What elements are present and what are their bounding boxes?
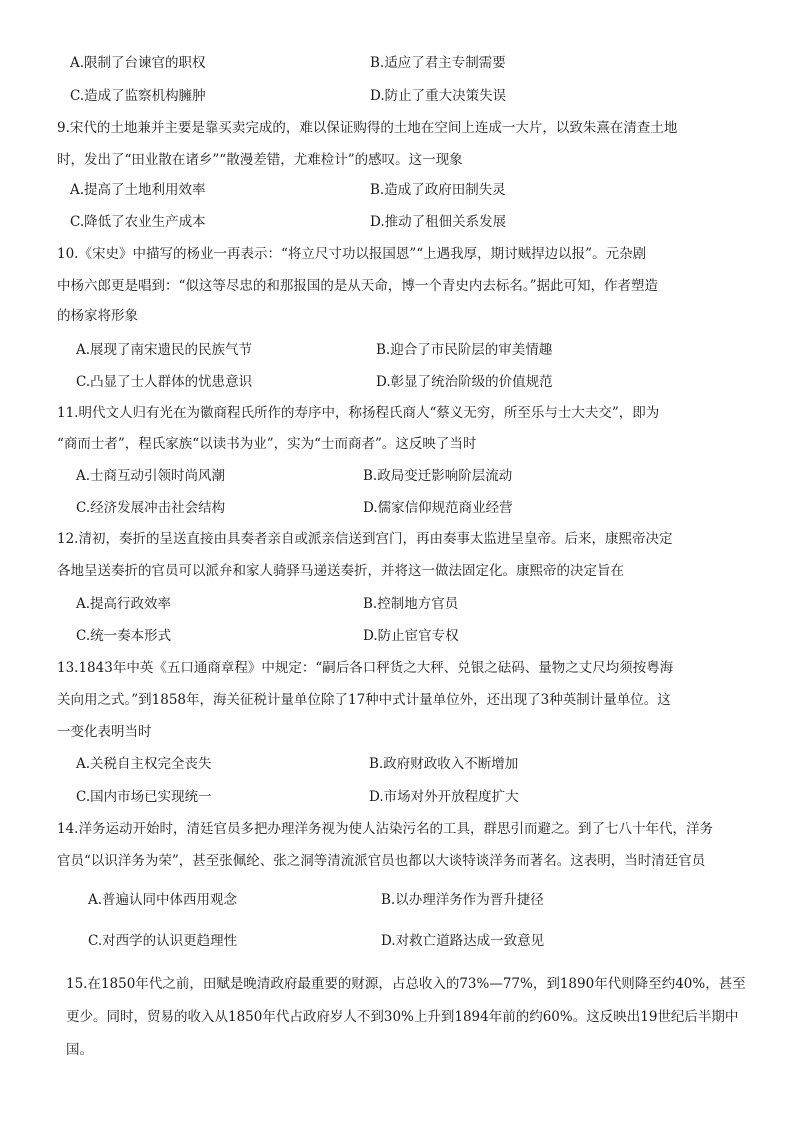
q13-stem-line-2: 关向用之式。”到1858年，海关征税计量单位除了17种中式计量单位外，还出现了3种英制计量单位。这 <box>57 692 671 708</box>
q14-option-c: C.对西学的认识更趋理性 <box>88 933 238 949</box>
q11-option-d: D.儒家信仰规范商业经营 <box>363 500 513 516</box>
q13-option-a: A.关税自主权完全丧失 <box>76 756 212 772</box>
q10-option-c: C.凸显了士人群体的忧患意识 <box>76 374 253 390</box>
q9-stem-line-1: 9.宋代的土地兼并主要是靠买卖完成的，难以保证购得的土地在空间上连成一大片，以致朱熹在清查土地 <box>57 120 678 136</box>
q14-option-b: B.以办理洋务作为晋升捷径 <box>381 892 544 908</box>
q12-stem-line-1: 12.清初，奏折的呈送直接由具奏者亲自或派亲信送到宫门，再由奏事太监进呈皇帝。后来，康熙帝决定 <box>57 531 673 547</box>
q12-option-c: C.统一奏本形式 <box>76 628 172 644</box>
q12-option-a: A.提高行政效率 <box>76 596 172 612</box>
q8-option-c: C.造成了监察机构臃肿 <box>70 88 206 104</box>
q14-option-a: A.普遍认同中体西用观念 <box>88 892 238 908</box>
q9-option-a: A.提高了土地利用效率 <box>70 182 206 198</box>
q11-stem-line-1: 11.明代文人归有光在为徽商程氏所作的寿序中，称扬程氏商人“蔡义无穷，所至乐与士大夫交”，即为 <box>57 405 660 421</box>
q12-option-b: B.控制地方官员 <box>363 596 459 612</box>
q9-stem-line-2: 时，发出了“田业散在诸乡”“散漫差错，尤难检计”的感叹。这一现象 <box>57 152 463 168</box>
q12-stem-line-2: 各地呈送奏折的官员可以派弁和家人骑驿马递送奏折，并将这一做法固定化。康熙帝的决定旨在 <box>57 563 624 579</box>
q11-option-c: C.经济发展冲击社会结构 <box>76 500 226 516</box>
q11-option-b: B.政局变迁影响阶层流动 <box>363 468 513 484</box>
q8-option-d: D.防止了重大决策失误 <box>370 88 507 104</box>
q9-option-b: B.造成了政府田制失灵 <box>370 182 506 198</box>
q9-option-c: C.降低了农业生产成本 <box>70 214 206 230</box>
q13-option-c: C.国内市场已实现统一 <box>76 789 212 805</box>
q15-stem-line-1: 15.在1850年代之前，田赋是晚清政府最重要的财源，占总收入的73%—77%，到1890年代则降至约40%，甚至 <box>66 976 746 992</box>
q12-option-d: D.防止宦官专权 <box>363 628 459 644</box>
q15-stem-line-3: 国。 <box>66 1042 93 1058</box>
q11-option-a: A.士商互动引领时尚风潮 <box>76 468 226 484</box>
q13-option-b: B.政府财政收入不断增加 <box>369 756 519 772</box>
q14-stem-line-1: 14.洋务运动开始时，清廷官员多把办理洋务视为使人沾染污名的工具，群思引而避之。到了七八十年代，洋务 <box>57 821 713 837</box>
q10-option-a: A.展现了南宋遗民的民族气节 <box>76 342 253 358</box>
q8-option-b: B.适应了君主专制需要 <box>370 55 506 71</box>
q13-stem-line-1: 13.1843年中英《五口通商章程》中规定：“嗣后各口秤货之大秤、兑银之砝码、量物之丈尺均须按粤海 <box>57 660 674 676</box>
q8-option-a: A.限制了台谏官的职权 <box>70 55 206 71</box>
q10-option-d: D.彰显了统治阶级的价值规范 <box>376 374 553 390</box>
q10-stem-line-2: 中杨六郎更是唱到：“似这等尽忠的和那报国的是从天命，博一个青史内去标名。”据此可知，作者塑造 <box>57 278 659 294</box>
q9-option-d: D.推动了租佃关系发展 <box>370 214 507 230</box>
q14-stem-line-2: 官员“以识洋务为荣”，甚至张佩纶、张之洞等清流派官员也都以大谈特谈洋务而著名。这表明，当时清廷官员 <box>57 853 706 869</box>
q10-stem-line-3: 的杨家将形象 <box>57 308 138 324</box>
q10-option-b: B.迎合了市民阶层的审美情趣 <box>376 342 553 358</box>
q10-stem-line-1: 10.《宋史》中描写的杨业一再表示：“将立尺寸功以报国恩”“上遇我厚，期讨贼捍边以报”。元杂剧 <box>57 246 647 262</box>
q14-option-d: D.对救亡道路达成一致意见 <box>381 933 545 949</box>
q13-stem-line-3: 一变化表明当时 <box>57 724 152 740</box>
q15-stem-line-2: 更少。同时，贸易的收入从1850年代占政府岁人不到30%上升到1894年前的约60%。这反映出19世纪后半期中 <box>66 1009 739 1025</box>
q13-option-d: D.市场对外开放程度扩大 <box>369 789 519 805</box>
q11-stem-line-2: “商而士者”，程氏家族“以读书为业”，实为“士而商者”。这反映了当时 <box>57 436 477 452</box>
